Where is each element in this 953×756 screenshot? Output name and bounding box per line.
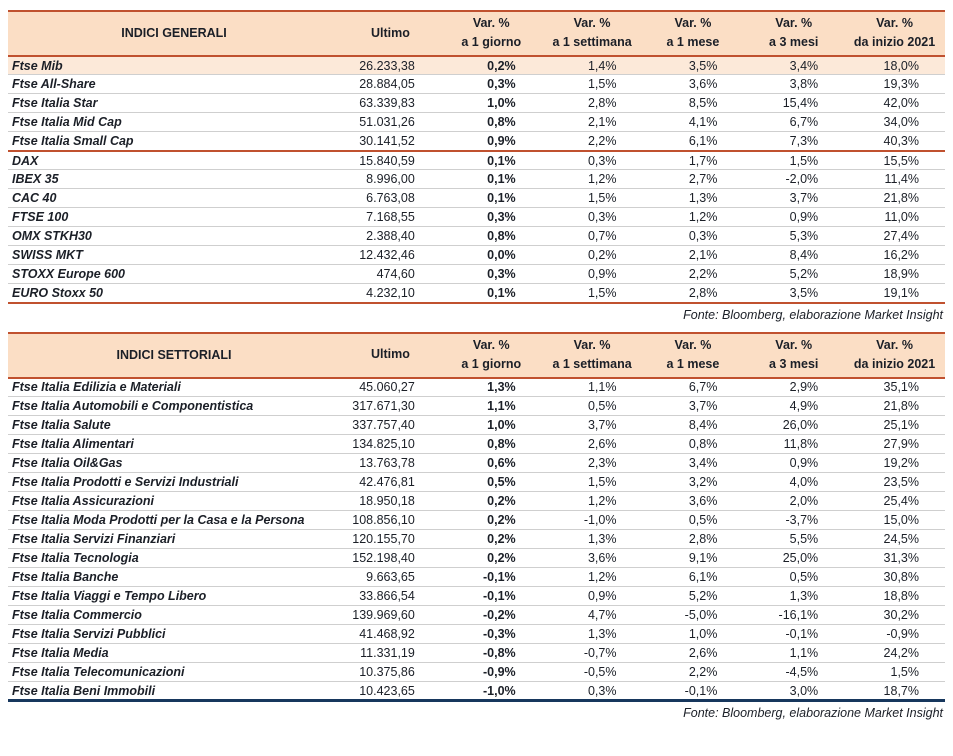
table-row xyxy=(8,113,945,132)
var-1week-value: 0,3% xyxy=(542,151,643,170)
var-1month-value: 1,7% xyxy=(642,151,743,170)
table-row xyxy=(8,132,945,151)
var-ytd-2021-value: 27,4% xyxy=(844,227,945,246)
var-1month-value: 3,4% xyxy=(642,454,743,473)
var-1day-value: -0,1% xyxy=(441,587,542,606)
var-1day-value: -0,8% xyxy=(441,644,542,663)
var-3month-value: 1,5% xyxy=(743,151,844,170)
var-3month-value: 2,0% xyxy=(743,492,844,511)
var-3month-value: 3,5% xyxy=(743,284,844,303)
ultimo-value: 474,60 xyxy=(340,265,441,284)
index-name: Ftse Italia Media xyxy=(8,644,340,663)
ultimo-value: 152.198,40 xyxy=(340,549,441,568)
var-3month-value: -3,7% xyxy=(743,511,844,530)
table-row xyxy=(8,454,945,473)
table-row xyxy=(8,511,945,530)
var-1week-value: 0,2% xyxy=(542,246,643,265)
var-1week-value: 1,1% xyxy=(542,378,643,397)
table-row xyxy=(8,416,945,435)
col-header-var-1day xyxy=(441,333,542,378)
col-header-line2: a 3 mesi xyxy=(769,35,819,50)
var-ytd-2021-value: 27,9% xyxy=(844,435,945,454)
indici-generali-body xyxy=(8,56,945,303)
index-name: Ftse Italia Alimentari xyxy=(8,435,340,454)
var-1day-value: 0,5% xyxy=(441,473,542,492)
var-1month-value: 3,7% xyxy=(642,397,743,416)
var-1week-value: 1,2% xyxy=(542,170,643,189)
index-name: Ftse Italia Star xyxy=(8,94,340,113)
var-1day-value: 1,0% xyxy=(441,94,542,113)
var-1week-value: 1,3% xyxy=(542,625,643,644)
ultimo-value: 41.468,92 xyxy=(340,625,441,644)
var-1week-value: 0,3% xyxy=(542,682,643,701)
index-name: SWISS MKT xyxy=(8,246,340,265)
col-header-line1: Var. % xyxy=(472,16,510,30)
var-ytd-2021-value: 31,3% xyxy=(844,549,945,568)
var-3month-value: -0,1% xyxy=(743,625,844,644)
var-1day-value: 0,1% xyxy=(441,284,542,303)
index-name: Ftse Italia Banche xyxy=(8,568,340,587)
var-1day-value: 0,8% xyxy=(441,435,542,454)
var-1month-value: 0,3% xyxy=(642,227,743,246)
indici-generali-table xyxy=(8,10,945,304)
col-header-var-ytd-2021 xyxy=(844,333,945,378)
var-3month-value: 1,1% xyxy=(743,644,844,663)
table-row xyxy=(8,227,945,246)
col-header-line2: a 1 settimana xyxy=(552,357,632,372)
var-1week-value: 0,9% xyxy=(542,587,643,606)
var-1week-value: 1,2% xyxy=(542,492,643,511)
table-row xyxy=(8,644,945,663)
indici-generali-header xyxy=(8,11,945,56)
var-ytd-2021-value: 19,1% xyxy=(844,284,945,303)
var-ytd-2021-value: 15,0% xyxy=(844,511,945,530)
var-ytd-2021-value: 24,2% xyxy=(844,644,945,663)
index-name: EURO Stoxx 50 xyxy=(8,284,340,303)
table-row xyxy=(8,587,945,606)
col-header-line1: Var. % xyxy=(876,16,913,30)
var-1week-value: 2,2% xyxy=(542,132,643,151)
table-row xyxy=(8,170,945,189)
index-name: Ftse Italia Telecomunicazioni xyxy=(8,663,340,682)
var-1day-value: 0,3% xyxy=(441,75,542,94)
table-row xyxy=(8,606,945,625)
var-ytd-2021-value: 40,3% xyxy=(844,132,945,151)
var-ytd-2021-value: 19,3% xyxy=(844,75,945,94)
table-row xyxy=(8,492,945,511)
index-name: Ftse Italia Servizi Finanziari xyxy=(8,530,340,549)
var-1day-value: -0,1% xyxy=(441,568,542,587)
ultimo-value: 120.155,70 xyxy=(340,530,441,549)
var-1day-value: 0,2% xyxy=(441,511,542,530)
var-ytd-2021-value: 18,9% xyxy=(844,265,945,284)
col-header-line2: a 1 settimana xyxy=(552,35,632,50)
var-ytd-2021-value: 1,5% xyxy=(844,663,945,682)
header-row xyxy=(8,333,945,378)
var-1month-value: 5,2% xyxy=(642,587,743,606)
var-1month-value: 0,8% xyxy=(642,435,743,454)
var-1week-value: 1,5% xyxy=(542,473,643,492)
col-header-label: Ultimo xyxy=(370,25,410,40)
ultimo-value: 42.476,81 xyxy=(340,473,441,492)
var-3month-value: 5,2% xyxy=(743,265,844,284)
var-ytd-2021-value: 30,2% xyxy=(844,606,945,625)
col-header-var-1week xyxy=(542,333,643,378)
index-name: Ftse Italia Mid Cap xyxy=(8,113,340,132)
var-3month-value: -16,1% xyxy=(743,606,844,625)
var-1day-value: -0,3% xyxy=(441,625,542,644)
var-ytd-2021-value: 21,8% xyxy=(844,397,945,416)
col-header-line1: Var. % xyxy=(674,337,712,352)
var-1day-value: -0,9% xyxy=(441,663,542,682)
var-3month-value: 4,0% xyxy=(743,473,844,492)
index-name: Ftse Italia Tecnologia xyxy=(8,549,340,568)
var-3month-value: 5,3% xyxy=(743,227,844,246)
col-header-line1: Var. % xyxy=(573,16,611,30)
var-3month-value: 6,7% xyxy=(743,113,844,132)
index-name: Ftse Italia Beni Immobili xyxy=(8,682,340,701)
ultimo-value: 33.866,54 xyxy=(340,587,441,606)
var-1week-value: -0,5% xyxy=(542,663,643,682)
table-row xyxy=(8,549,945,568)
var-1week-value: 2,3% xyxy=(542,454,643,473)
col-header-var-1month xyxy=(642,333,743,378)
col-header-line2: a 3 mesi xyxy=(769,357,819,372)
var-1week-value: 1,5% xyxy=(542,284,643,303)
var-1day-value: 0,8% xyxy=(441,113,542,132)
var-1month-value: 6,7% xyxy=(642,378,743,397)
var-3month-value: -2,0% xyxy=(743,170,844,189)
index-name: STOXX Europe 600 xyxy=(8,265,340,284)
var-3month-value: 3,8% xyxy=(743,75,844,94)
table-row xyxy=(8,682,945,701)
var-3month-value: 3,4% xyxy=(743,56,844,75)
var-1day-value: 0,2% xyxy=(441,492,542,511)
var-1week-value: 4,7% xyxy=(542,606,643,625)
var-3month-value: 0,9% xyxy=(743,454,844,473)
var-ytd-2021-value: 25,4% xyxy=(844,492,945,511)
ultimo-value: 2.388,40 xyxy=(340,227,441,246)
ultimo-value: 51.031,26 xyxy=(340,113,441,132)
var-1month-value: 2,8% xyxy=(642,530,743,549)
col-header-line1: Var. % xyxy=(674,16,712,30)
var-3month-value: 11,8% xyxy=(743,435,844,454)
var-3month-value: 2,9% xyxy=(743,378,844,397)
var-1week-value: 2,1% xyxy=(542,113,643,132)
index-name: FTSE 100 xyxy=(8,208,340,227)
ultimo-value: 139.969,60 xyxy=(340,606,441,625)
table-row xyxy=(8,265,945,284)
col-header-line2: a 1 mese xyxy=(666,357,720,372)
var-ytd-2021-value: 18,0% xyxy=(844,56,945,75)
var-1week-value: 1,5% xyxy=(542,189,643,208)
ultimo-value: 11.331,19 xyxy=(340,644,441,663)
ultimo-value: 108.856,10 xyxy=(340,511,441,530)
var-ytd-2021-value: 16,2% xyxy=(844,246,945,265)
col-header-var-1day xyxy=(441,11,542,56)
source-note: Fonte: Bloomberg, elaborazione Market Insight xyxy=(683,706,943,720)
var-1month-value: -0,1% xyxy=(642,682,743,701)
var-3month-value: -4,5% xyxy=(743,663,844,682)
var-1day-value: 0,3% xyxy=(441,208,542,227)
col-header-line1: Var. % xyxy=(472,337,510,352)
col-header-line1: Var. % xyxy=(876,337,913,352)
var-1week-value: 0,5% xyxy=(542,397,643,416)
ultimo-value: 9.663,65 xyxy=(340,568,441,587)
ultimo-value: 8.996,00 xyxy=(340,170,441,189)
table-row xyxy=(8,75,945,94)
var-1week-value: 0,7% xyxy=(542,227,643,246)
var-1day-value: -1,0% xyxy=(441,682,542,701)
ultimo-value: 12.432,46 xyxy=(340,246,441,265)
var-ytd-2021-value: 23,5% xyxy=(844,473,945,492)
var-ytd-2021-value: 19,2% xyxy=(844,454,945,473)
index-name: Ftse Italia Prodotti e Servizi Industriali xyxy=(8,473,340,492)
var-1day-value: 0,9% xyxy=(441,132,542,151)
col-header-line2: a 1 mese xyxy=(666,35,720,50)
var-ytd-2021-value: 25,1% xyxy=(844,416,945,435)
var-ytd-2021-value: 30,8% xyxy=(844,568,945,587)
table-row xyxy=(8,473,945,492)
var-1week-value: 0,9% xyxy=(542,265,643,284)
var-1month-value: 3,2% xyxy=(642,473,743,492)
source-note: Fonte: Bloomberg, elaborazione Market Insight xyxy=(683,307,943,322)
var-1week-value: 2,6% xyxy=(542,435,643,454)
index-name: Ftse Italia Small Cap xyxy=(8,132,340,151)
var-1week-value: -0,7% xyxy=(542,644,643,663)
var-1month-value: 2,8% xyxy=(642,284,743,303)
col-header-line1: Var. % xyxy=(775,16,813,30)
var-1month-value: 2,1% xyxy=(642,246,743,265)
var-3month-value: 25,0% xyxy=(743,549,844,568)
var-1day-value: 1,0% xyxy=(441,416,542,435)
var-ytd-2021-value: -0,9% xyxy=(844,625,945,644)
var-ytd-2021-value: 18,8% xyxy=(844,587,945,606)
table-row xyxy=(8,435,945,454)
var-1day-value: 0,6% xyxy=(441,454,542,473)
col-header-var-3month xyxy=(743,333,844,378)
var-1day-value: 1,1% xyxy=(441,397,542,416)
var-3month-value: 0,9% xyxy=(743,208,844,227)
ultimo-value: 7.168,55 xyxy=(340,208,441,227)
indici-settoriali-header xyxy=(8,333,945,378)
table-row xyxy=(8,568,945,587)
col-header-line1: Var. % xyxy=(775,337,813,352)
var-1day-value: 0,2% xyxy=(441,530,542,549)
var-ytd-2021-value: 15,5% xyxy=(844,151,945,170)
index-name: Ftse Italia Servizi Pubblici xyxy=(8,625,340,644)
var-1month-value: 2,2% xyxy=(642,663,743,682)
index-name: Ftse Italia Viaggi e Tempo Libero xyxy=(8,587,340,606)
index-name: Ftse Italia Salute xyxy=(8,416,340,435)
var-1month-value: 2,7% xyxy=(642,170,743,189)
var-1day-value: 0,1% xyxy=(441,170,542,189)
index-name: Ftse Italia Assicurazioni xyxy=(8,492,340,511)
var-ytd-2021-value: 42,0% xyxy=(844,94,945,113)
col-header-var-1month xyxy=(642,11,743,56)
var-1week-value: 0,3% xyxy=(542,208,643,227)
var-1month-value: 4,1% xyxy=(642,113,743,132)
ultimo-value: 10.375,86 xyxy=(340,663,441,682)
index-name: DAX xyxy=(8,151,340,170)
var-1month-value: 2,6% xyxy=(642,644,743,663)
var-ytd-2021-value: 24,5% xyxy=(844,530,945,549)
var-1week-value: 1,3% xyxy=(542,530,643,549)
table-row xyxy=(8,663,945,682)
ultimo-value: 63.339,83 xyxy=(340,94,441,113)
var-ytd-2021-value: 35,1% xyxy=(844,378,945,397)
ultimo-value: 18.950,18 xyxy=(340,492,441,511)
ultimo-value: 134.825,10 xyxy=(340,435,441,454)
ultimo-value: 6.763,08 xyxy=(340,189,441,208)
ultimo-value: 4.232,10 xyxy=(340,284,441,303)
col-header-ultimo xyxy=(340,333,441,378)
var-ytd-2021-value: 21,8% xyxy=(844,189,945,208)
var-3month-value: 8,4% xyxy=(743,246,844,265)
var-3month-value: 3,0% xyxy=(743,682,844,701)
var-1week-value: 1,5% xyxy=(542,75,643,94)
index-name: Ftse Mib xyxy=(8,56,340,75)
var-1day-value: 0,2% xyxy=(441,549,542,568)
var-ytd-2021-value: 11,0% xyxy=(844,208,945,227)
table-row xyxy=(8,284,945,303)
ultimo-value: 45.060,27 xyxy=(340,378,441,397)
var-1day-value: 0,2% xyxy=(441,56,542,75)
index-name: OMX STKH30 xyxy=(8,227,340,246)
var-1day-value: 1,3% xyxy=(441,378,542,397)
var-3month-value: 1,3% xyxy=(743,587,844,606)
var-ytd-2021-value: 34,0% xyxy=(844,113,945,132)
var-1week-value: 3,7% xyxy=(542,416,643,435)
col-header-var-3month xyxy=(743,11,844,56)
ultimo-value: 10.423,65 xyxy=(340,682,441,701)
var-1month-value: 1,3% xyxy=(642,189,743,208)
table-row xyxy=(8,189,945,208)
var-ytd-2021-value: 11,4% xyxy=(844,170,945,189)
index-name: Ftse Italia Edilizia e Materiali xyxy=(8,378,340,397)
var-3month-value: 26,0% xyxy=(743,416,844,435)
var-ytd-2021-value: 18,7% xyxy=(844,682,945,701)
table-title: INDICI GENERALI xyxy=(8,11,340,56)
col-header-var-ytd-2021 xyxy=(844,11,945,56)
var-1month-value: 1,2% xyxy=(642,208,743,227)
table-title: INDICI SETTORIALI xyxy=(8,333,340,378)
var-3month-value: 0,5% xyxy=(743,568,844,587)
index-name: Ftse All-Share xyxy=(8,75,340,94)
var-3month-value: 5,5% xyxy=(743,530,844,549)
var-1week-value: 1,2% xyxy=(542,568,643,587)
var-1month-value: 8,5% xyxy=(642,94,743,113)
var-1month-value: 6,1% xyxy=(642,132,743,151)
var-1day-value: 0,1% xyxy=(441,189,542,208)
col-header-line2: da inizio 2021 xyxy=(853,357,936,372)
index-name: Ftse Italia Automobili e Componentistica xyxy=(8,397,340,416)
var-1month-value: 2,2% xyxy=(642,265,743,284)
ultimo-value: 13.763,78 xyxy=(340,454,441,473)
ultimo-value: 26.233,38 xyxy=(340,56,441,75)
table-row xyxy=(8,151,945,170)
ultimo-value: 28.884,05 xyxy=(340,75,441,94)
var-1day-value: -0,2% xyxy=(441,606,542,625)
var-1month-value: 6,1% xyxy=(642,568,743,587)
index-name: CAC 40 xyxy=(8,189,340,208)
col-header-line1: Var. % xyxy=(573,337,611,352)
var-1week-value: 3,6% xyxy=(542,549,643,568)
var-1month-value: 8,4% xyxy=(642,416,743,435)
var-1month-value: 3,6% xyxy=(642,75,743,94)
var-1day-value: 0,1% xyxy=(441,151,542,170)
header-row xyxy=(8,11,945,56)
var-3month-value: 15,4% xyxy=(743,94,844,113)
var-1month-value: 3,6% xyxy=(642,492,743,511)
col-header-line2: a 1 giorno xyxy=(461,357,522,372)
var-1day-value: 0,3% xyxy=(441,265,542,284)
var-1month-value: 1,0% xyxy=(642,625,743,644)
index-name: IBEX 35 xyxy=(8,170,340,189)
table-row xyxy=(8,246,945,265)
var-1day-value: 0,0% xyxy=(441,246,542,265)
ultimo-value: 30.141,52 xyxy=(340,132,441,151)
table-row xyxy=(8,378,945,397)
var-1month-value: 0,5% xyxy=(642,511,743,530)
ultimo-value: 317.671,30 xyxy=(340,397,441,416)
col-header-var-1week xyxy=(542,11,643,56)
col-header-label: Ultimo xyxy=(370,347,410,362)
var-3month-value: 3,7% xyxy=(743,189,844,208)
index-name: Ftse Italia Oil&Gas xyxy=(8,454,340,473)
var-3month-value: 4,9% xyxy=(743,397,844,416)
table-row xyxy=(8,397,945,416)
var-3month-value: 7,3% xyxy=(743,132,844,151)
index-name: Ftse Italia Moda Prodotti per la Casa e la Persona xyxy=(8,511,340,530)
var-1week-value: 2,8% xyxy=(542,94,643,113)
var-1week-value: -1,0% xyxy=(542,511,643,530)
col-header-line2: a 1 giorno xyxy=(461,35,522,50)
col-header-line2: da inizio 2021 xyxy=(853,35,936,50)
table-row xyxy=(8,625,945,644)
col-header-ultimo xyxy=(340,11,441,56)
var-1month-value: -5,0% xyxy=(642,606,743,625)
table-row xyxy=(8,208,945,227)
table-row xyxy=(8,56,945,75)
index-name: Ftse Italia Commercio xyxy=(8,606,340,625)
ultimo-value: 15.840,59 xyxy=(340,151,441,170)
ultimo-value: 337.757,40 xyxy=(340,416,441,435)
var-1month-value: 9,1% xyxy=(642,549,743,568)
indici-settoriali-body xyxy=(8,378,945,701)
indici-settoriali-table xyxy=(8,332,945,702)
var-1month-value: 3,5% xyxy=(642,56,743,75)
var-1day-value: 0,8% xyxy=(441,227,542,246)
var-1week-value: 1,4% xyxy=(542,56,643,75)
table-row xyxy=(8,530,945,549)
table-row xyxy=(8,94,945,113)
